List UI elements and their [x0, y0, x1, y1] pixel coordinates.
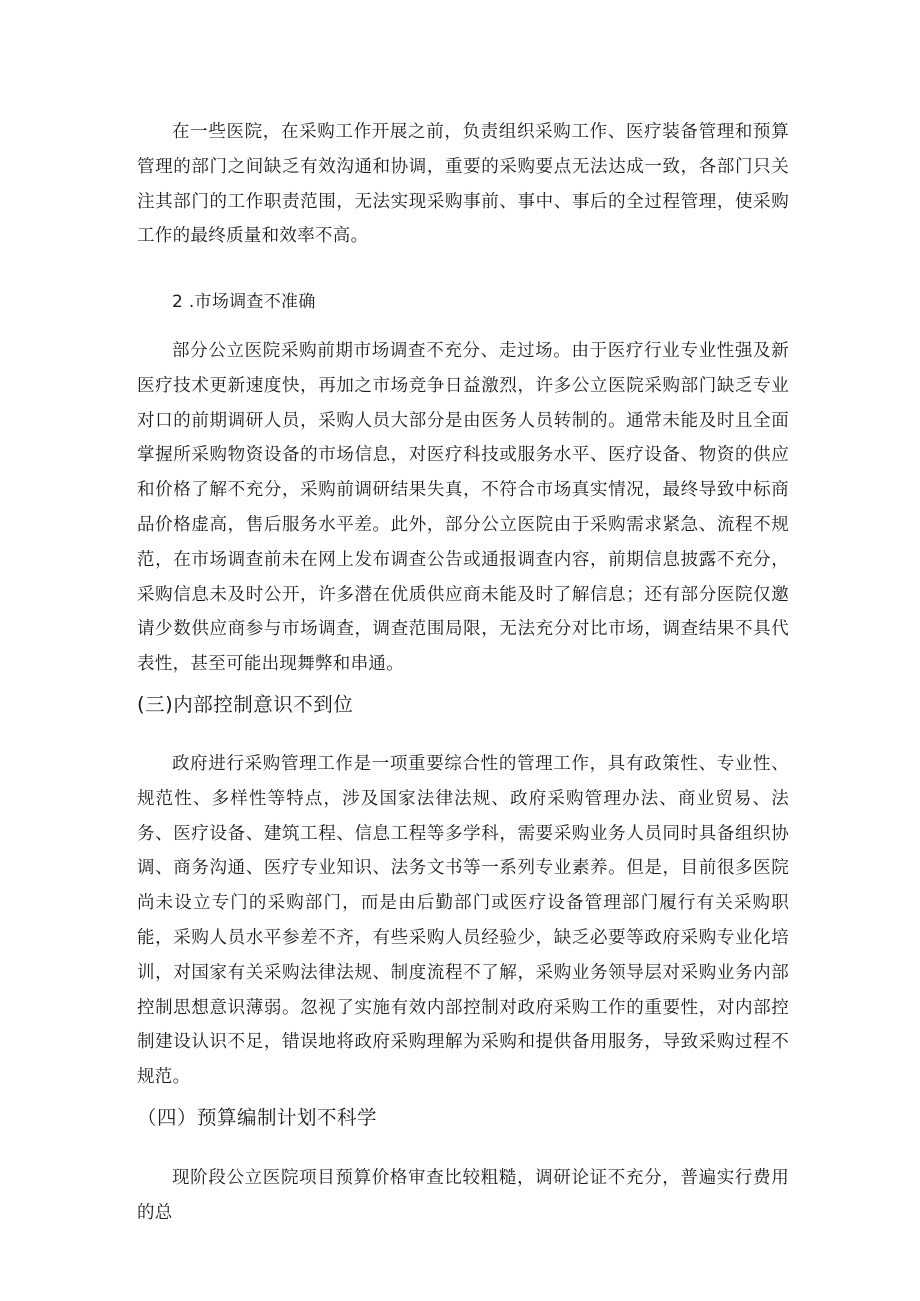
subsection-heading: 2 .市场调查不准确 [172, 292, 316, 312]
section-heading: （四）预算编制计划不科学 [137, 1106, 378, 1129]
body-paragraph: 部分公立医院采购前期市场调查不充分、走过场。由于医疗行业专业性强及新医疗技术更新速度快，再加之市场竞争日益激烈，许多公立医院采购部门缺乏专业对口的前期调研人员，采购人员大部分是由医务人员转制的。通常未能及时且全面掌握所采购物资设备的市场信息，对医疗科技或服务水平、医疗设备、物资的供应和价格了解不充分，采购前调研结果失真，不符合市场真实情况，最终导致中标商品价格虚高，售后服务水平差。此外，部分公立医院由于采购需求紧急、流程不规范，在市场调查前未在网上发布调查公告或通报调查内容，前期信息披露不充分，采购信息未及时公开，许多潜在优质供应商未能及时了解信息；还有部分医院仅邀请少数供应商参与市场调查，调查范围局限，无法充分对比市场，调查结果不具代表性，甚至可能出现舞弊和串通。 [137, 341, 789, 675]
body-paragraph: 在一些医院，在采购工作开展之前，负责组织采购工作、医疗装备管理和预算管理的部门之间缺乏有效沟通和协调，重要的采购要点无法达成一致，各部门只关注其部门的工作职责范围，无法实现采购事前、事中、事后的全过程管理，使采购工作的最终质量和效率不高。 [137, 122, 789, 247]
body-paragraph: 政府进行采购管理工作是一项重要综合性的管理工作，具有政策性、专业性、规范性、多样性等特点，涉及国家法律法规、政府采购管理办法、商业贸易、法务、医疗设备、建筑工程、信息工程等多学科，需要采购业务人员同时具备组织协调、商务沟通、医疗专业知识、法务文书等一系列专业素养。但是，目前很多医院尚未设立专门的采购部门，而是由后勤部门或医疗设备管理部门履行有关采购职能，采购人员水平参差不齐，有些采购人员经验少，缺乏必要等政府采购专业化培训，对国家有关采购法律法规、制度流程不了解，采购业务领导层对采购业务内部控制思想意识薄弱。忽视了实施有效内部控制对政府采购工作的重要性，对内部控制建设认识不足，错误地将政府采购理解为采购和提供备用服务，导致采购过程不规范。 [137, 754, 789, 1088]
section-heading: (三)内部控制意识不到位 [137, 693, 354, 716]
body-paragraph: 现阶段公立医院项目预算价格审查比较粗糙，调研论证不充分，普遍实行费用的总 [137, 1168, 789, 1223]
